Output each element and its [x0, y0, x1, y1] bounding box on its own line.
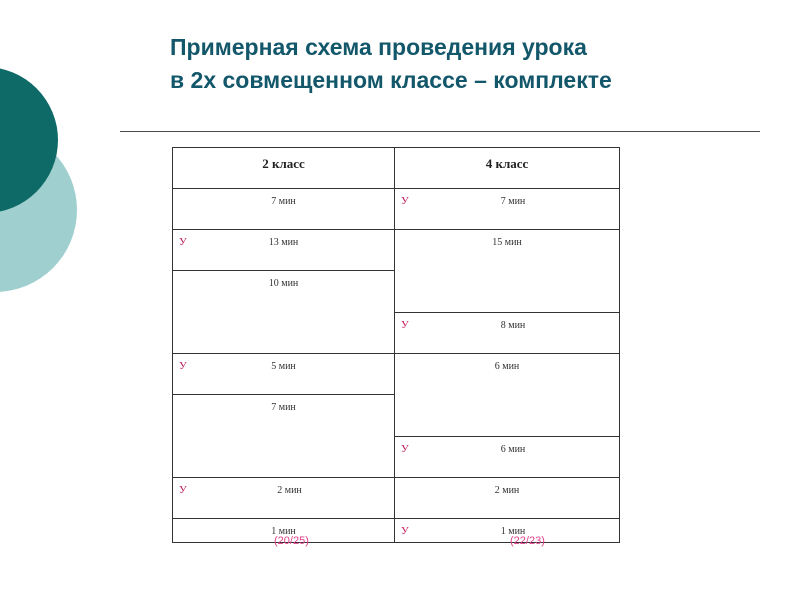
table-cell — [173, 478, 395, 519]
table-row — [173, 478, 620, 519]
table-row — [173, 230, 620, 271]
duration-label: 1 мин — [271, 526, 296, 537]
u-mark: У — [401, 319, 409, 331]
table-cell — [395, 478, 620, 519]
table-cell — [395, 519, 620, 543]
duration-label: 15 мин — [492, 237, 522, 248]
table-row — [173, 354, 620, 395]
subtotal-4-klass: (22/23) — [510, 535, 545, 547]
table-cell — [173, 189, 395, 230]
table-cell — [173, 230, 395, 271]
title-line-1: Примерная схема проведения урока — [170, 34, 587, 60]
slide-title — [170, 31, 612, 97]
table-cell — [395, 437, 620, 478]
header-4-klass: 4 класс — [395, 148, 620, 189]
u-mark: У — [179, 360, 187, 372]
subtotal-2-klass: (20/25) — [274, 535, 309, 547]
table-row — [173, 189, 620, 230]
duration-label: 8 мин — [500, 320, 526, 331]
table-cell — [173, 354, 395, 395]
u-mark: У — [401, 443, 409, 455]
u-mark: У — [401, 525, 409, 537]
title-line-2: в 2х совмещенном классе – комплекте — [170, 67, 612, 93]
duration-label: 1 мин — [500, 526, 526, 537]
duration-label: 7 мин — [271, 196, 296, 207]
title-divider — [120, 131, 760, 132]
table-cell — [395, 230, 620, 313]
duration-label: 6 мин — [500, 444, 526, 455]
table-header-row — [173, 148, 620, 189]
schedule-table — [172, 147, 620, 543]
table-cell — [395, 313, 620, 354]
table-cell — [173, 395, 395, 478]
duration-label: 10 мин — [268, 278, 299, 289]
table-cell — [395, 354, 620, 437]
u-mark: У — [179, 236, 187, 248]
duration-label: 6 мин — [494, 361, 520, 372]
table-cell — [173, 271, 395, 354]
duration-label: 13 мин — [268, 237, 299, 248]
duration-label: 2 мин — [277, 485, 302, 496]
table-row — [173, 519, 620, 543]
duration-label: 2 мин — [494, 485, 520, 496]
header-2-klass: 2 класс — [173, 148, 395, 189]
duration-label: 5 мин — [271, 361, 296, 372]
duration-label: 7 мин — [271, 402, 296, 413]
duration-label: 7 мин — [500, 196, 526, 207]
u-mark: У — [401, 195, 409, 207]
u-mark: У — [179, 484, 187, 496]
table-cell — [395, 189, 620, 230]
